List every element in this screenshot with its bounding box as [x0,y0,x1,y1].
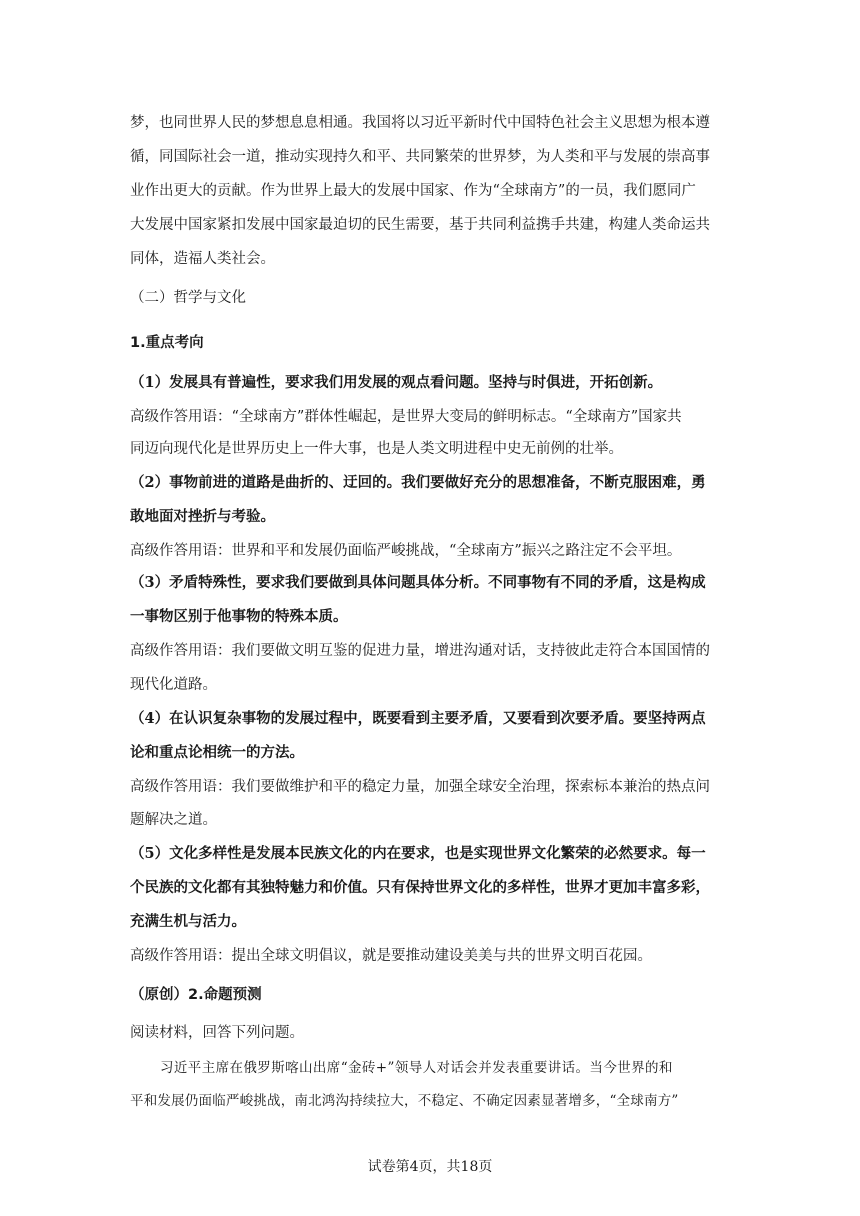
intro-line: 业作出更大的贡献。作为世界上最大的发展中国家、作为“全球南方”的一员，我们愿同广 [130,183,696,199]
point-title: （1）发展具有普遍性，要求我们用发展的观点看问题。坚持与时俱进，开拓创新。 [130,374,663,391]
material-line: 习近平主席在俄罗斯喀山出席“金砖+”领导人对话会并发表重要讲话。当今世界的和 [160,1060,673,1076]
page-footer: 试卷第4页，共18页 [367,1159,493,1175]
point-answer: 高级作答用语：世界和平和发展仍面临严峻挑战，“全球南方”振兴之路注定不会平坦。 [130,543,682,559]
point-answer: 同迈向现代化是世界历史上一件大事，也是人类文明进程中史无前例的壮举。 [130,441,623,457]
point-title: 论和重点论相统一的方法。 [130,744,304,761]
point-answer: 现代化道路。 [130,677,217,693]
point-title: 一事物区别于他事物的特殊本质。 [130,608,348,625]
section-heading: （二）哲学与文化 [130,290,246,306]
point-answer: 题解决之道。 [130,812,217,828]
intro-line: 大发展中国家紧扣发展中国家最迫切的民生需要，基于共同利益携手共建，构建人类命运共 [130,217,710,233]
point-title: 个民族的文化都有其独特魅力和价值。只有保持世界文化的多样性，世界才更加丰富多彩， [130,879,710,896]
sub-heading-focus: 1.重点考向 [130,335,204,351]
point-title: 充满生机与活力。 [130,913,246,930]
point-title: （2）事物前进的道路是曲折的、迂回的。我们要做好充分的思想准备，不断克服困难，勇 [130,474,706,491]
instruction: 阅读材料，回答下列问题。 [130,1025,304,1041]
point-answer: 高级作答用语：我们要做文明互鉴的促进力量，增进沟通对话，支持彼此走符合本国国情的 [130,643,710,659]
point-answer: 高级作答用语：“全球南方”群体性崛起，是世界大变局的鲜明标志。“全球南方”国家共 [130,409,682,425]
point-title: 敢地面对挫折与考验。 [130,508,275,525]
point-answer: 高级作答用语：我们要做维护和平的稳定力量，加强全球安全治理，探索标本兼治的热点问 [130,779,710,795]
intro-line: 循，同国际社会一道，推动实现持久和平、共同繁荣的世界梦，为人类和平与发展的崇高事 [130,149,710,165]
intro-line: 同体，造福人类社会。 [130,251,275,267]
point-answer: 高级作答用语：提出全球文明倡议，就是要推动建设美美与共的世界文明百花园。 [130,948,652,964]
point-title: （4）在认识复杂事物的发展过程中，既要看到主要矛盾，又要看到次要矛盾。要坚持两点 [130,710,706,727]
intro-line: 梦，也同世界人民的梦想息息相通。我国将以习近平新时代中国特色社会主义思想为根本遵 [130,115,710,131]
point-title: （3）矛盾特殊性，要求我们要做到具体问题具体分析。不同事物有不同的矛盾，这是构成 [130,574,706,591]
point-title: （5）文化多样性是发展本民族文化的内在要求，也是实现世界文化繁荣的必然要求。每一 [130,845,706,862]
material-line: 平和发展仍面临严峻挑战，南北鸿沟持续拉大，不稳定、不确定因素显著增多，“全球南方” [130,1093,679,1109]
sub-heading-prediction: （原创）2.命题预测 [130,987,262,1003]
